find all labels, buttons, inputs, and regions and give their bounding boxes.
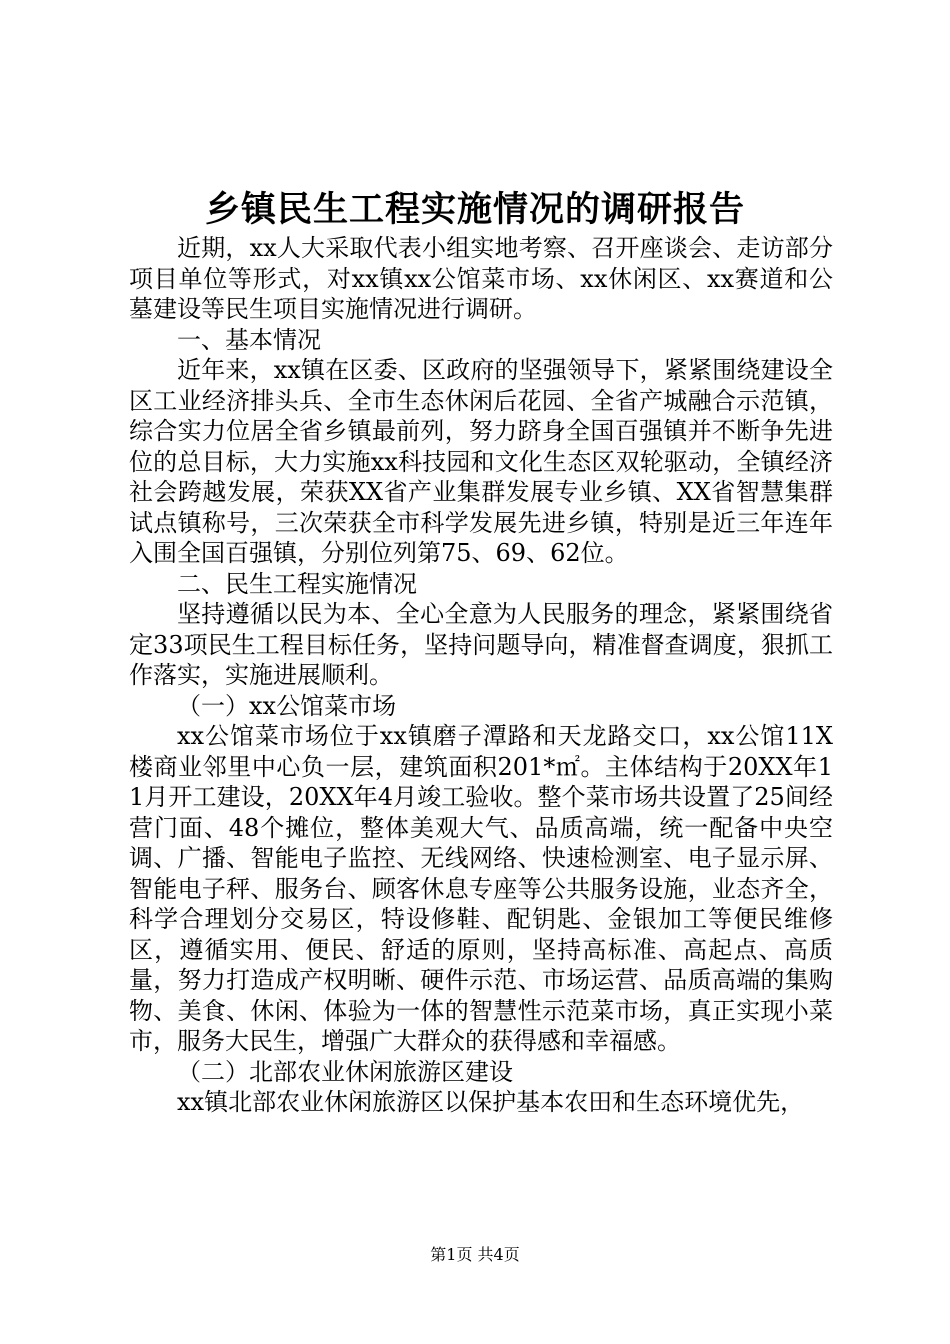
- section-heading-implementation: 二、民生工程实施情况: [177, 569, 417, 598]
- implementation-paragraph: 坚持遵循以民为本、全心全意为人民服务的理念，紧紧围绕省定33项民生工程目标任务，坚持问题导向，精准督查调度，狠抓工作落实，实施进展顺利。: [129, 600, 833, 689]
- leisure-area-paragraph: xx镇北部农业休闲旅游区以保护基本农田和生态环境优先，: [177, 1088, 805, 1116]
- subsection-heading-market: （一）xx公馆菜市场: [177, 691, 397, 720]
- subsection-heading-leisure-area: （二）北部农业休闲旅游区建设: [177, 1057, 513, 1086]
- market-paragraph: xx公馆菜市场位于xx镇磨子潭路和天龙路交口，xx公馆11X楼商业邻里中心负一层，建筑面积201*㎡。主体结构于20XX年11月开工建设，20XX年4月竣工验收。整个菜市场共设置了25间经营门面、48个摊位，整体美观大气、品质高端，统一配备中央空调、广播、智能电子监控、无线网络、快速检测室、电子显示屏、智能电子秤、服务台、顾客休息专座等公共服务设施，业态齐全，科学合理划分交易区，特设修鞋、配钥匙、金银加工等便民维修区，遵循实用、便民、舒适的原则，坚持高标准、高起点、高质量，努力打造成产权明晰、硬件示范、市场运营、品质高端的集购物、美食、休闲、体验为一体的智慧性示范菜市场，真正实现小菜市，服务大民生，增强广大群众的获得感和幸福感。: [129, 722, 833, 1055]
- intro-paragraph: 近期，xx人大采取代表小组实地考察、召开座谈会、走访部分项目单位等形式，对xx镇xx公馆菜市场、xx休闲区、xx赛道和公墓建设等民生项目实施情况进行调研。: [129, 234, 833, 323]
- document-body: [129, 233, 833, 1118]
- page-number-footer: 第1页 共4页: [430, 1245, 520, 1264]
- basic-situation-paragraph: 近年来，xx镇在区委、区政府的坚强领导下，紧紧围绕建设全区工业经济排头兵、全市生态休闲后花园、全省产城融合示范镇，综合实力位居全省乡镇最前列，努力跻身全国百强镇并不断争先进位的总目标，大力实施xx科技园和文化生态区双轮驱动，全镇经济社会跨越发展，荣获XX省产业集群发展专业乡镇、XX省智慧集群试点镇称号，三次荣获全市科学发展先进乡镇，特别是近三年连年入围全国百强镇，分别位列第75、69、62位。: [129, 356, 833, 567]
- section-heading-basic-situation: 一、基本情况: [177, 325, 321, 354]
- document-title: 乡镇民生工程实施情况的调研报告: [204, 189, 745, 230]
